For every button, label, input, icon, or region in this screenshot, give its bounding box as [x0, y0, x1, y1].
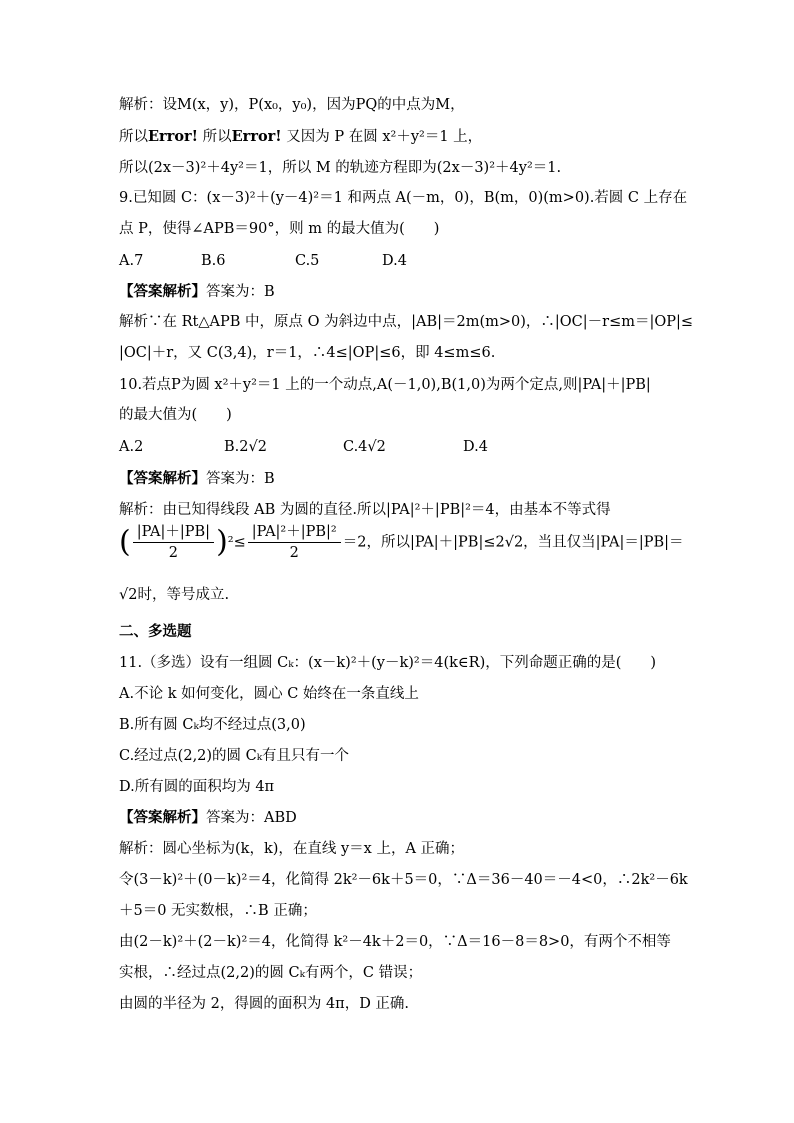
solution-line: √2时，等号成立. — [119, 587, 230, 603]
text: ＝2，所以|PA|＋|PB|≤2√2，当且仅当|PA|＝|PB|＝ — [342, 534, 684, 551]
solution-line: 解析：由已知得线段 AB 为圆的直径.所以|PA|²＋|PB|²＝4，由基本不等式得 — [119, 502, 611, 518]
text: ²≤ — [227, 534, 246, 551]
option-d: D.4 — [382, 253, 407, 269]
error-text: Error! — [148, 128, 199, 145]
answer-tag: 【答案解析】 — [119, 283, 206, 300]
option-a: A.不论 k 如何变化，圆心 C 始终在一条直线上 — [119, 686, 419, 702]
option-b: B.6 — [201, 253, 226, 269]
option-c: C.5 — [295, 253, 320, 269]
section-title: 二、多选题 — [119, 624, 192, 640]
solution-line: 由圆的半径为 2，得圆的面积为 4π，D 正确. — [119, 996, 410, 1012]
option-a: A.7 — [119, 253, 144, 269]
answer-text: 答案为：B — [206, 284, 275, 300]
numerator: |PA|＋|PB| — [133, 523, 214, 543]
solution-line: 由(2－k)²＋(2－k)²＝4，化简得 k²－4k＋2＝0，∵Δ＝16－8＝8>0，有两个不相等 — [119, 934, 671, 950]
answer-text: 答案为：ABD — [206, 810, 297, 826]
question-10-line: 10.若点P为圆 x²＋y²＝1 上的一个动点,A(－1,0),B(1,0)为两个定点,则|PA|＋|PB| — [119, 377, 651, 393]
right-paren-icon: ) — [216, 524, 228, 560]
solution-line — [119, 127, 482, 147]
inequality-line — [119, 523, 684, 562]
solution-line: 实根，∴经过点(2,2)的圆 Cₖ有两个，C 错误； — [119, 965, 423, 981]
denominator: 2 — [168, 545, 179, 561]
solution-line: ＋5＝0 无实数根，∴B 正确； — [119, 903, 317, 919]
option-a: A.2 — [119, 439, 144, 455]
left-paren-icon: ( — [119, 524, 131, 560]
denominator: 2 — [289, 545, 299, 561]
error-text: Error! — [231, 128, 282, 145]
question-11-line: 11.（多选）设有一组圆 Cₖ：(x－k)²＋(y－k)²＝4(k∈R)，下列命题正确的是( ) — [119, 655, 657, 671]
option-b: B.所有圆 Cₖ均不经过点(3,0) — [119, 717, 306, 733]
answer-text: 答案为：B — [206, 471, 275, 487]
text: 所以 — [198, 129, 232, 145]
solution-line: 解析∵在 Rt△APB 中，原点 O 为斜边中点，|AB|＝2m(m>0)，∴|OC|－r≤m＝|OP|≤ — [119, 314, 694, 330]
question-9-line: 9.已知圆 C：(x－3)²＋(y－4)²＝1 和两点 A(－m，0)，B(m，0)(m>0).若圆 C 上存在 — [119, 190, 688, 206]
question-10-line: 的最大值为( ) — [119, 407, 232, 423]
option-d: D.4 — [463, 439, 488, 455]
option-c: C.经过点(2,2)的圆 Cₖ有且只有一个 — [119, 748, 350, 764]
option-c: C.4√2 — [343, 439, 386, 455]
answer-tag: 【答案解析】 — [119, 809, 206, 826]
option-b: B.2√2 — [224, 439, 267, 455]
text: 又因为 P 在圆 x²＋y²＝1 上， — [281, 129, 483, 145]
answer-line — [119, 808, 297, 828]
fraction — [248, 523, 341, 562]
numerator: |PA|²＋|PB|² — [248, 523, 341, 543]
solution-line: 解析：设M(x，y)，P(x₀，y₀)，因为PQ的中点为M， — [119, 97, 465, 113]
option-d: D.所有圆的面积均为 4π — [119, 779, 275, 795]
answer-line — [119, 282, 275, 302]
solution-line: 令(3－k)²＋(0－k)²＝4，化简得 2k²－6k＋5＝0，∵Δ＝36－40＝－4<0，∴2k²－6k — [119, 872, 688, 888]
answer-line — [119, 469, 275, 489]
text: 所以 — [119, 129, 148, 145]
fraction — [133, 523, 214, 562]
solution-line: |OC|＋r，又 C(3,4)，r＝1，∴4≤|OP|≤6，即 4≤m≤6. — [119, 345, 496, 361]
answer-tag: 【答案解析】 — [119, 470, 206, 487]
question-9-line: 点 P，使得∠APB＝90°，则 m 的最大值为( ) — [119, 221, 440, 237]
solution-line: 解析：圆心坐标为(k，k)，在直线 y＝x 上，A 正确； — [119, 841, 465, 857]
solution-line: 所以(2x－3)²＋4y²＝1，所以 M 的轨迹方程即为(2x－3)²＋4y²＝1. — [119, 160, 562, 176]
